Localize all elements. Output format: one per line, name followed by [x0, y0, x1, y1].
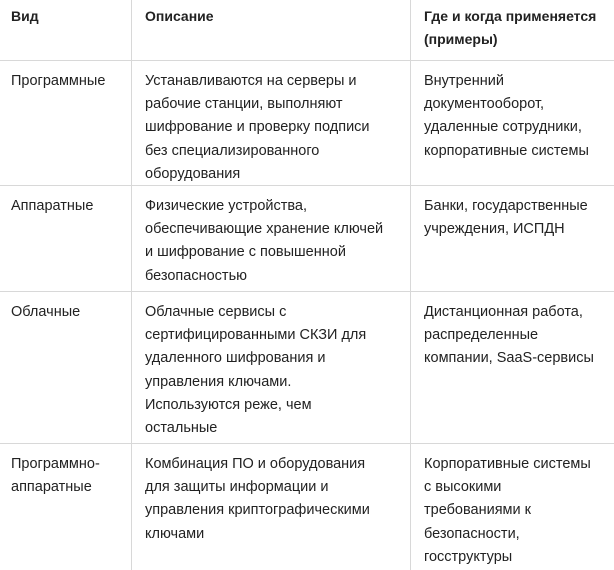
- cell-usage: Банки, государственные учреждения, ИСПДН: [424, 198, 588, 238]
- cell-type: Облачные: [11, 304, 81, 320]
- cell-description: Устанавливаются на серверы и рабочие станции, выполняют шифрование и проверку подписи без специализированного оборудования: [145, 73, 370, 182]
- cell-usage: Внутренний документооборот, удаленные сотрудники, корпоративные системы: [424, 73, 589, 159]
- header-type: Вид: [11, 8, 39, 24]
- cell-description: Физические устройства, обеспечивающие хранение ключей и шифрование с повышенной безопасностью: [145, 198, 384, 284]
- table-row: [0, 292, 614, 444]
- cell-usage: Дистанционная работа, распределенные компании, SaaS-сервисы: [424, 304, 594, 367]
- cell-type: Программно- аппаратные: [11, 456, 100, 496]
- table-header-row: [0, 0, 614, 61]
- header-description: Описание: [145, 8, 214, 24]
- cell-description: Облачные сервисы с сертифицированными СКЗИ для удаленного шифрования и управления ключами. Используются реже, чем остальные: [145, 304, 367, 437]
- table-row: [0, 186, 614, 292]
- header-usage: Где и когда применяется (примеры): [424, 8, 597, 48]
- cell-type: Программные: [11, 73, 106, 89]
- cell-usage: Корпоративные системы с высокими требованиями к безопасности, госструктуры: [424, 456, 591, 565]
- table-row: [0, 61, 614, 186]
- cell-type: Аппаратные: [11, 198, 94, 214]
- cell-description: Комбинация ПО и оборудования для защиты информации и управления криптографическими ключами: [145, 456, 370, 542]
- table-row: [0, 444, 614, 570]
